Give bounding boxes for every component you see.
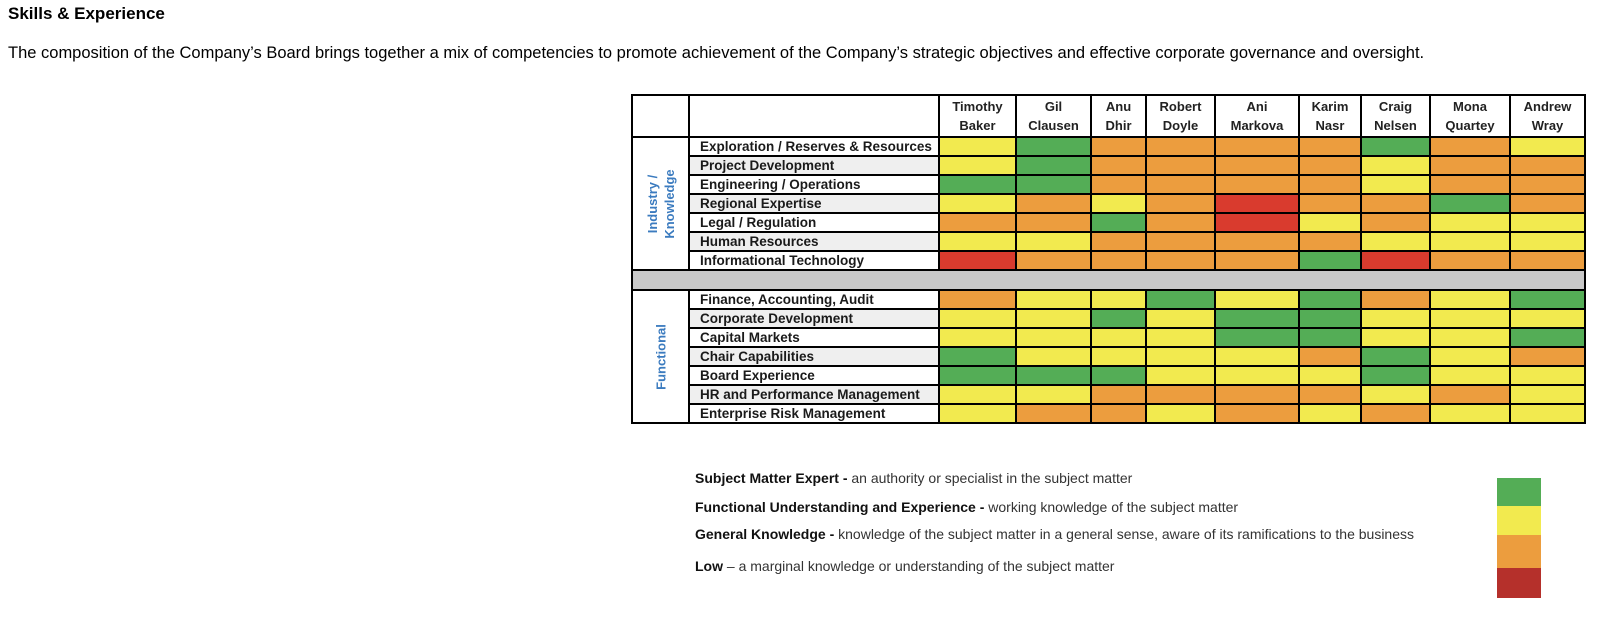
rating-cell-general	[1091, 385, 1146, 404]
skill-row	[632, 385, 1585, 404]
rating-cell-low	[1215, 194, 1299, 213]
rating-cell-general	[1091, 175, 1146, 194]
director-first-name: Robert	[1159, 99, 1202, 114]
rating-cell-functional	[1146, 404, 1215, 423]
rating-cell-general	[1510, 175, 1585, 194]
rating-cell-functional	[1510, 232, 1585, 251]
rating-cell-functional	[1510, 366, 1585, 385]
rating-cell-general	[1510, 251, 1585, 270]
director-last-name: Doyle	[1162, 118, 1199, 133]
rating-cell-general	[1215, 404, 1299, 423]
rating-cell-expert	[1299, 290, 1361, 309]
rating-cell-expert	[1091, 309, 1146, 328]
skill-row	[632, 404, 1585, 423]
legend-description: working knowledge of the subject matter	[984, 499, 1239, 515]
rating-cell-general	[1299, 385, 1361, 404]
rating-cell-general	[1299, 175, 1361, 194]
rating-cell-functional	[1361, 232, 1430, 251]
skill-label: HR and Performance Management	[689, 385, 939, 404]
skill-label: Engineering / Operations	[689, 175, 939, 194]
rating-cell-functional	[939, 328, 1016, 347]
rating-cell-functional	[1361, 175, 1430, 194]
rating-cell-expert	[939, 347, 1016, 366]
legend-description: knowledge of the subject matter in a general sense, aware of its ramifications to the business	[834, 526, 1415, 542]
director-first-name: Mona	[1453, 99, 1487, 114]
skill-label: Regional Expertise	[689, 194, 939, 213]
rating-cell-functional	[1430, 309, 1510, 328]
rating-cell-functional	[1510, 385, 1585, 404]
director-first-name: Andrew	[1523, 99, 1572, 114]
rating-cell-expert	[1215, 328, 1299, 347]
rating-cell-functional	[1146, 366, 1215, 385]
director-last-name: Baker	[959, 118, 996, 133]
group-separator-cell	[632, 270, 1585, 290]
director-last-name: Wray	[1531, 118, 1564, 133]
rating-cell-general	[1016, 404, 1091, 423]
rating-cell-functional	[1091, 290, 1146, 309]
rating-cell-functional	[1091, 328, 1146, 347]
skill-label: Legal / Regulation	[689, 213, 939, 232]
rating-cell-functional	[1299, 213, 1361, 232]
director-header	[1016, 95, 1091, 137]
rating-cell-functional	[939, 137, 1016, 156]
director-first-name: Craig	[1378, 99, 1413, 114]
director-header	[1299, 95, 1361, 137]
rating-cell-functional	[1361, 309, 1430, 328]
rating-cell-general	[1016, 251, 1091, 270]
director-first-name: Timothy	[952, 99, 1003, 114]
rating-cell-functional	[939, 385, 1016, 404]
director-header	[1215, 95, 1299, 137]
rating-cell-functional	[1016, 290, 1091, 309]
legend-swatch	[1497, 535, 1541, 568]
legend-item	[695, 526, 1414, 542]
director-header	[1430, 95, 1510, 137]
rating-cell-general	[1091, 156, 1146, 175]
rating-cell-functional	[1510, 404, 1585, 423]
rating-cell-functional	[939, 194, 1016, 213]
rating-cell-general	[1299, 156, 1361, 175]
rating-cell-expert	[1215, 309, 1299, 328]
skill-label: Chair Capabilities	[689, 347, 939, 366]
rating-cell-functional	[939, 156, 1016, 175]
legend-description: an authority or specialist in the subject matter	[847, 470, 1133, 486]
rating-cell-general	[1215, 156, 1299, 175]
rating-cell-general	[1091, 251, 1146, 270]
director-last-name: Nasr	[1315, 118, 1345, 133]
rating-cell-expert	[1091, 213, 1146, 232]
rating-cell-functional	[1430, 232, 1510, 251]
rating-cell-expert	[1146, 290, 1215, 309]
rating-cell-general	[1510, 156, 1585, 175]
rating-cell-expert	[939, 366, 1016, 385]
legend-swatch	[1497, 506, 1541, 535]
rating-cell-functional	[939, 309, 1016, 328]
rating-cell-functional	[1146, 328, 1215, 347]
rating-cell-expert	[1299, 251, 1361, 270]
matrix-body	[632, 137, 1585, 423]
director-header	[1361, 95, 1430, 137]
rating-cell-expert	[1016, 156, 1091, 175]
skill-row	[632, 347, 1585, 366]
rating-cell-low	[1215, 213, 1299, 232]
rating-cell-functional	[1091, 347, 1146, 366]
rating-cell-expert	[1016, 175, 1091, 194]
group-label-cell	[632, 137, 689, 270]
rating-cell-general	[1299, 137, 1361, 156]
skill-row	[632, 309, 1585, 328]
rating-cell-expert	[1016, 366, 1091, 385]
skill-label: Corporate Development	[689, 309, 939, 328]
rating-cell-functional	[1430, 404, 1510, 423]
rating-cell-low	[1361, 251, 1430, 270]
rating-cell-expert	[1361, 137, 1430, 156]
rating-cell-functional	[1016, 232, 1091, 251]
rating-cell-functional	[1430, 366, 1510, 385]
legend-swatch	[1497, 478, 1541, 506]
legend-item	[695, 499, 1238, 515]
rating-cell-functional	[939, 232, 1016, 251]
rating-cell-general	[1430, 156, 1510, 175]
rating-cell-functional	[1510, 309, 1585, 328]
skills-matrix	[631, 94, 1586, 424]
director-last-name: Quartey	[1445, 118, 1495, 133]
rating-cell-general	[1430, 385, 1510, 404]
rating-cell-expert	[939, 175, 1016, 194]
legend-term: Low	[695, 558, 723, 574]
rating-cell-general	[1215, 251, 1299, 270]
rating-cell-functional	[1215, 366, 1299, 385]
rating-cell-functional	[1215, 290, 1299, 309]
skill-row	[632, 194, 1585, 213]
rating-cell-expert	[1361, 347, 1430, 366]
rating-cell-expert	[1510, 328, 1585, 347]
director-first-name: Ani	[1246, 99, 1268, 114]
director-first-name: Gil	[1044, 99, 1063, 114]
rating-cell-general	[1146, 251, 1215, 270]
rating-cell-general	[1215, 175, 1299, 194]
group-label-line: Functional	[653, 323, 668, 390]
rating-cell-general	[1361, 290, 1430, 309]
rating-cell-general	[1146, 156, 1215, 175]
legend-swatch	[1497, 568, 1541, 598]
rating-cell-general	[1146, 385, 1215, 404]
rating-cell-general	[1146, 232, 1215, 251]
rating-cell-functional	[939, 404, 1016, 423]
rating-cell-general	[1430, 175, 1510, 194]
rating-cell-functional	[1430, 213, 1510, 232]
rating-cell-expert	[1091, 366, 1146, 385]
rating-cell-functional	[1361, 385, 1430, 404]
rating-cell-general	[1091, 404, 1146, 423]
rating-cell-expert	[1430, 194, 1510, 213]
rating-cell-general	[1146, 213, 1215, 232]
skill-label: Capital Markets	[689, 328, 939, 347]
director-last-name: Clausen	[1028, 118, 1079, 133]
rating-cell-functional	[1016, 328, 1091, 347]
rating-cell-general	[1361, 404, 1430, 423]
skill-row	[632, 328, 1585, 347]
director-last-name: Markova	[1230, 118, 1284, 133]
rating-cell-general	[1215, 137, 1299, 156]
skill-label: Project Development	[689, 156, 939, 175]
rating-cell-functional	[1215, 347, 1299, 366]
skill-row	[632, 366, 1585, 385]
legend-term: Functional Understanding and Experience -	[695, 499, 985, 515]
rating-cell-general	[1430, 251, 1510, 270]
group-label	[652, 324, 669, 390]
rating-cell-functional	[1299, 404, 1361, 423]
legend-item	[695, 558, 1114, 574]
rating-cell-general	[1146, 194, 1215, 213]
rating-cell-functional	[1430, 347, 1510, 366]
skill-label: Exploration / Reserves & Resources	[689, 137, 939, 156]
director-last-name: Dhir	[1105, 118, 1132, 133]
group-label-line: Knowledge	[661, 168, 677, 239]
section-title: Skills & Experience	[8, 4, 165, 23]
legend-item	[695, 470, 1132, 486]
skill-label: Human Resources	[689, 232, 939, 251]
rating-cell-functional	[1299, 366, 1361, 385]
group-label-line: Industry /	[644, 174, 660, 233]
rating-cell-functional	[1361, 328, 1430, 347]
matrix-header-row	[632, 95, 1585, 137]
rating-cell-functional	[1091, 194, 1146, 213]
legend-description: – a marginal knowledge or understanding of the subject matter	[723, 558, 1115, 574]
skill-label: Board Experience	[689, 366, 939, 385]
matrix-skill-header-cell	[689, 95, 939, 137]
rating-cell-expert	[1299, 328, 1361, 347]
rating-cell-functional	[1510, 213, 1585, 232]
director-header	[1146, 95, 1215, 137]
director-header	[939, 95, 1016, 137]
rating-cell-functional	[1510, 137, 1585, 156]
matrix-corner-cell	[632, 95, 689, 137]
rating-cell-general	[1361, 213, 1430, 232]
rating-cell-functional	[1016, 385, 1091, 404]
skill-label: Enterprise Risk Management	[689, 404, 939, 423]
rating-cell-general	[939, 290, 1016, 309]
skill-row	[632, 137, 1585, 156]
rating-cell-general	[1299, 194, 1361, 213]
skill-row	[632, 156, 1585, 175]
rating-cell-low	[939, 251, 1016, 270]
rating-cell-general	[1091, 232, 1146, 251]
group-separator	[632, 270, 1585, 290]
rating-cell-general	[1299, 232, 1361, 251]
skill-row	[632, 251, 1585, 270]
rating-cell-expert	[1016, 137, 1091, 156]
rating-cell-functional	[1016, 347, 1091, 366]
rating-cell-functional	[1016, 309, 1091, 328]
rating-cell-functional	[1430, 328, 1510, 347]
rating-cell-general	[1146, 175, 1215, 194]
rating-cell-expert	[1361, 366, 1430, 385]
intro-paragraph: The composition of the Company’s Board brings together a mix of competencies to promote achievement of the Company’s strategic objectives and effective corporate governance and oversight.	[8, 44, 1425, 62]
rating-cell-functional	[1430, 290, 1510, 309]
rating-cell-general	[1510, 347, 1585, 366]
rating-cell-general	[1361, 194, 1430, 213]
rating-cell-general	[1016, 194, 1091, 213]
skill-row	[632, 290, 1585, 309]
legend-term: General Knowledge -	[695, 526, 835, 542]
rating-cell-general	[1215, 385, 1299, 404]
rating-cell-expert	[1510, 290, 1585, 309]
rating-cell-general	[1215, 232, 1299, 251]
rating-cell-functional	[1361, 156, 1430, 175]
rating-cell-general	[1146, 137, 1215, 156]
skill-label: Finance, Accounting, Audit	[689, 290, 939, 309]
rating-cell-general	[1510, 194, 1585, 213]
legend-term: Subject Matter Expert -	[695, 470, 848, 486]
rating-cell-general	[1016, 213, 1091, 232]
director-header	[1510, 95, 1585, 137]
group-label	[644, 169, 678, 238]
director-first-name: Karim	[1311, 99, 1349, 114]
legend-swatches	[1497, 478, 1541, 598]
skill-row	[632, 232, 1585, 251]
rating-cell-functional	[1146, 347, 1215, 366]
rating-cell-general	[939, 213, 1016, 232]
director-last-name: Nelsen	[1374, 118, 1417, 133]
skill-label: Informational Technology	[689, 251, 939, 270]
rating-cell-general	[1091, 137, 1146, 156]
director-first-name: Anu	[1105, 99, 1132, 114]
rating-cell-expert	[1299, 309, 1361, 328]
rating-cell-general	[1430, 137, 1510, 156]
rating-cell-general	[1299, 347, 1361, 366]
rating-cell-functional	[1146, 309, 1215, 328]
group-label-cell	[632, 290, 689, 423]
skill-row	[632, 213, 1585, 232]
director-header	[1091, 95, 1146, 137]
skill-row	[632, 175, 1585, 194]
